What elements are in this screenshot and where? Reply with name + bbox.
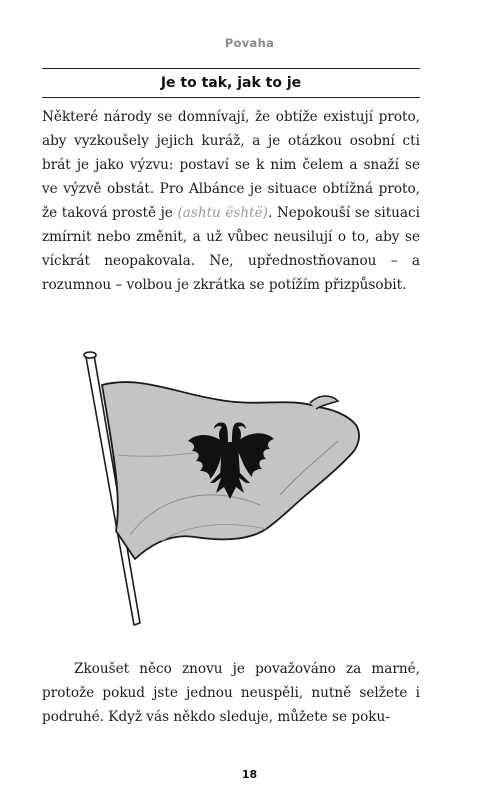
flag-pole-finial	[84, 352, 96, 358]
paragraph-continuation: Zkoušet něco znovu je považováno za marné, protože pokud jste jednou neuspěli, nutně selžete i podruhé. Když vás někdo sleduje, můžete se poku-	[42, 661, 420, 725]
albanian-term: (ashtu është)	[177, 205, 268, 221]
paragraph-intro	[42, 105, 420, 297]
paragraph-intro-text-after: . Nepokouší se situaci zmírnit nebo změnit, a už vůbec neusilují o to, aby se víckrát neopakovala. Ne, upřednostňovanou – a rozumnou – volbou je zkrátka se potížím přizpůsobit.	[42, 205, 420, 293]
running-head: Povaha	[224, 36, 275, 50]
page-number: 18	[241, 768, 258, 781]
section-heading-box	[42, 68, 420, 98]
paragraph-intro-text-before: Některé národy se domnívají, že obtíže existují proto, aby vyzkoušely jejich kuráž, a je otázkou osobní cti brát je jako výzvu: postaví se k nim čelem a snaží se ve výzvě obstát. Pro Albánce je situace obtížná proto, že taková prostě je	[42, 109, 420, 221]
section-title: Je to tak, jak to je	[160, 75, 302, 91]
albanian-flag-icon	[70, 345, 370, 630]
